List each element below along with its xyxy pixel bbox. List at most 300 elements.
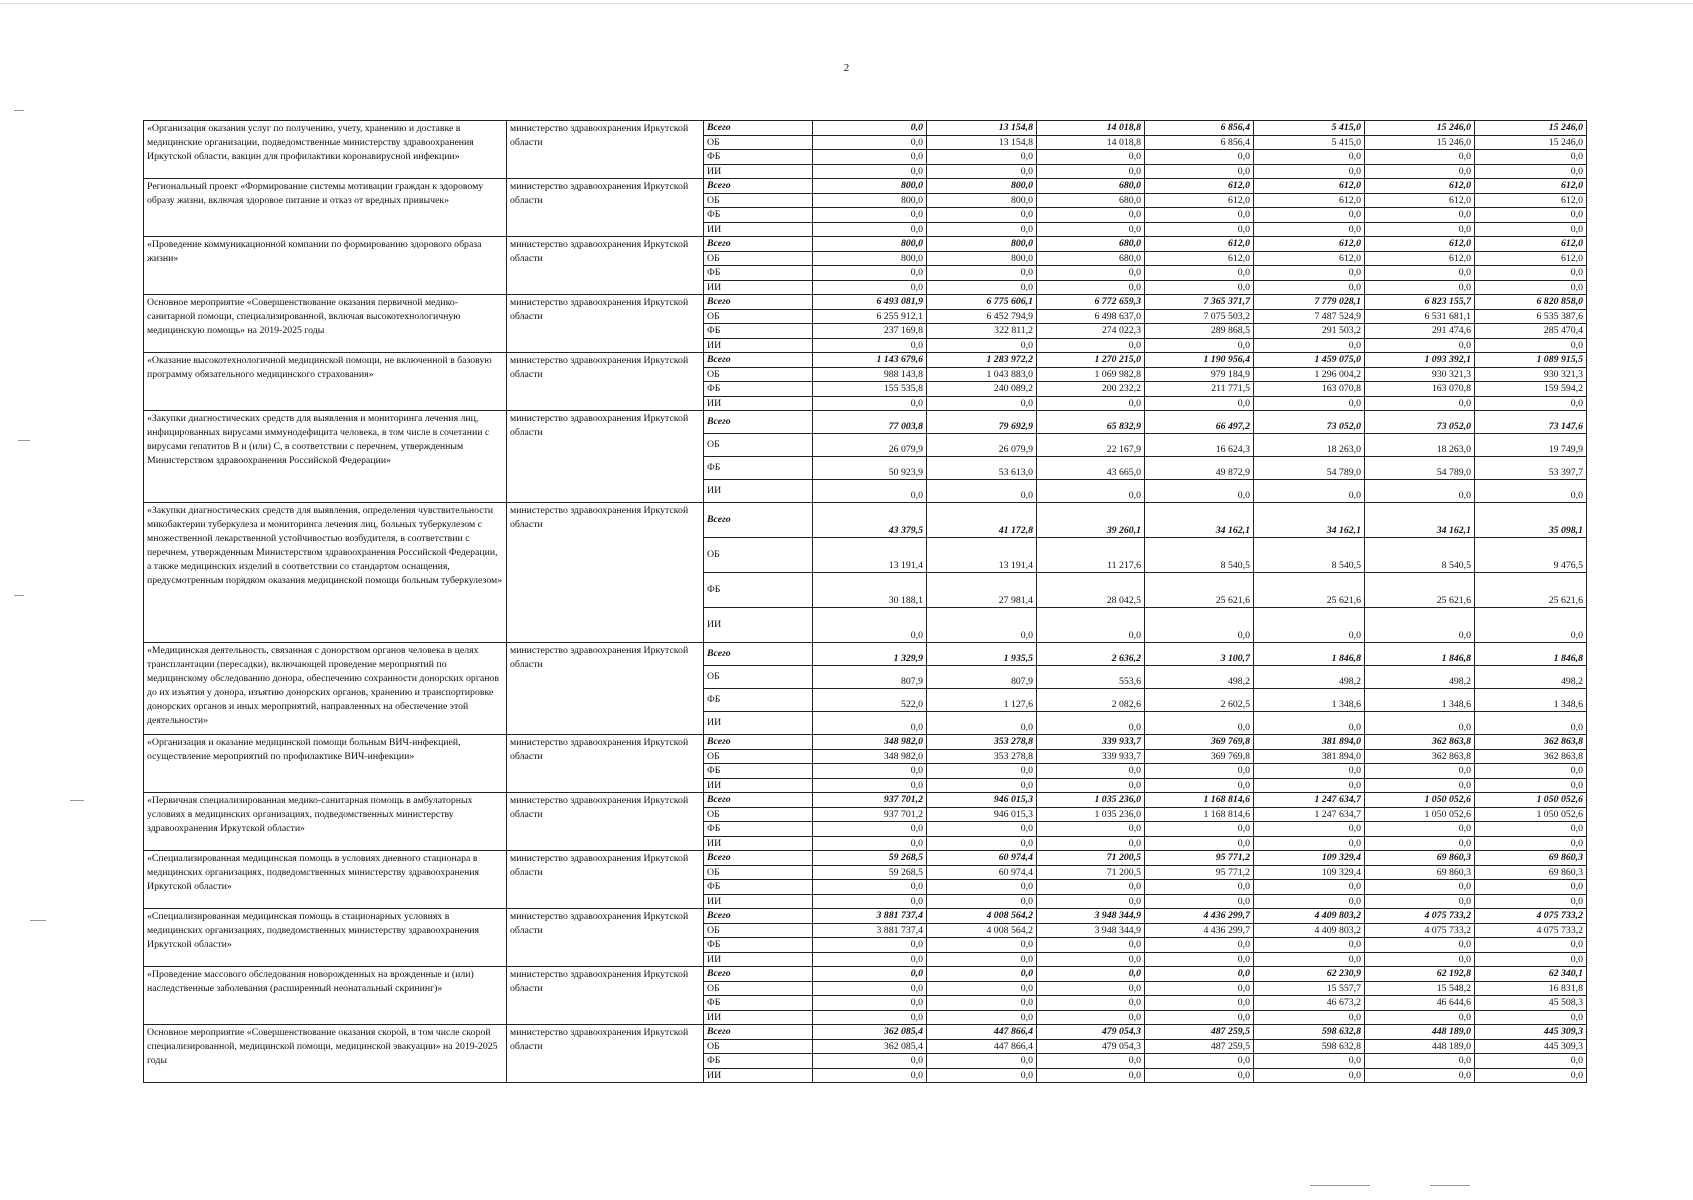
amount-cell: 41 172,8 <box>927 503 1037 538</box>
amount-cell: 612,0 <box>1365 251 1475 266</box>
amount-cell: 0,0 <box>1365 938 1475 953</box>
amount-cell: 612,0 <box>1254 237 1365 252</box>
amount-cell: 4 409 803,2 <box>1254 923 1365 938</box>
amount-cell: 14 018,8 <box>1037 121 1145 136</box>
funding-source: ОБ <box>704 135 813 150</box>
amount-cell: 0,0 <box>1037 480 1145 503</box>
amount-cell: 0,0 <box>1365 338 1475 353</box>
amount-cell: 6 452 794,9 <box>927 309 1037 324</box>
amount-cell: 0,0 <box>927 1010 1037 1025</box>
amount-cell: 0,0 <box>1145 894 1254 909</box>
amount-cell: 0,0 <box>1254 208 1365 223</box>
funding-source: ФБ <box>704 1054 813 1069</box>
amount-cell: 0,0 <box>1145 938 1254 953</box>
amount-cell: 0,0 <box>1365 1068 1475 1083</box>
funding-source: ФБ <box>704 764 813 779</box>
table-row <box>144 851 1587 866</box>
amount-cell: 322 811,2 <box>927 324 1037 339</box>
amount-cell: 0,0 <box>927 981 1037 996</box>
amount-cell: 0,0 <box>1475 880 1587 895</box>
amount-cell: 0,0 <box>813 121 927 136</box>
amount-cell: 0,0 <box>1475 712 1587 735</box>
amount-cell: 0,0 <box>927 822 1037 837</box>
funding-source: Всего <box>704 909 813 924</box>
activity-description: «Оказание высокотехнологичной медицинской помощи, не включенной в базовую программу обязательного медицинского страхования» <box>144 353 507 411</box>
amount-cell: 0,0 <box>1365 608 1475 643</box>
funding-source: ИИ <box>704 396 813 411</box>
amount-cell: 0,0 <box>813 135 927 150</box>
funding-source: ИИ <box>704 894 813 909</box>
table-row <box>144 353 1587 368</box>
amount-cell: 0,0 <box>1475 480 1587 503</box>
amount-cell: 0,0 <box>813 778 927 793</box>
amount-cell: 1 846,8 <box>1475 643 1587 666</box>
amount-cell: 0,0 <box>813 822 927 837</box>
table-row <box>144 643 1587 666</box>
amount-cell: 5 415,0 <box>1254 121 1365 136</box>
amount-cell: 0,0 <box>1365 764 1475 779</box>
amount-cell: 0,0 <box>1475 952 1587 967</box>
amount-cell: 0,0 <box>1254 880 1365 895</box>
responsible-executor: министерство здравоохранения Иркутской области <box>507 1025 704 1083</box>
amount-cell: 0,0 <box>1145 266 1254 281</box>
amount-cell: 1 190 956,4 <box>1145 353 1254 368</box>
amount-cell: 447 866,4 <box>927 1025 1037 1040</box>
amount-cell: 60 974,4 <box>927 865 1037 880</box>
amount-cell: 680,0 <box>1037 179 1145 194</box>
funding-source: ОБ <box>704 865 813 880</box>
amount-cell: 0,0 <box>1145 764 1254 779</box>
responsible-executor: министерство здравоохранения Иркутской области <box>507 353 704 411</box>
funding-source: ОБ <box>704 749 813 764</box>
amount-cell: 15 246,0 <box>1365 135 1475 150</box>
amount-cell: 28 042,5 <box>1037 573 1145 608</box>
funding-source: ИИ <box>704 712 813 735</box>
amount-cell: 1 348,6 <box>1365 689 1475 712</box>
table-row <box>144 1025 1587 1040</box>
amount-cell: 0,0 <box>1254 712 1365 735</box>
amount-cell: 3 948 344,9 <box>1037 923 1145 938</box>
amount-cell: 19 749,9 <box>1475 434 1587 457</box>
amount-cell: 0,0 <box>1254 480 1365 503</box>
amount-cell: 612,0 <box>1254 179 1365 194</box>
amount-cell: 0,0 <box>1145 822 1254 837</box>
amount-cell: 0,0 <box>1365 1054 1475 1069</box>
amount-cell: 447 866,4 <box>927 1039 1037 1054</box>
amount-cell: 0,0 <box>1037 150 1145 165</box>
amount-cell: 1 035 236,0 <box>1037 807 1145 822</box>
amount-cell: 800,0 <box>813 237 927 252</box>
amount-cell: 6 493 081,9 <box>813 295 927 310</box>
funding-source: Всего <box>704 237 813 252</box>
amount-cell: 800,0 <box>813 193 927 208</box>
amount-cell: 0,0 <box>927 712 1037 735</box>
amount-cell: 163 070,8 <box>1254 382 1365 397</box>
amount-cell: 0,0 <box>813 1054 927 1069</box>
amount-cell: 0,0 <box>1254 894 1365 909</box>
funding-source: ИИ <box>704 836 813 851</box>
amount-cell: 34 162,1 <box>1145 503 1254 538</box>
amount-cell: 77 003,8 <box>813 411 927 434</box>
amount-cell: 0,0 <box>813 338 927 353</box>
amount-cell: 0,0 <box>1475 894 1587 909</box>
amount-cell: 612,0 <box>1254 193 1365 208</box>
amount-cell: 27 981,4 <box>927 573 1037 608</box>
amount-cell: 800,0 <box>813 179 927 194</box>
amount-cell: 0,0 <box>1475 396 1587 411</box>
amount-cell: 4 008 564,2 <box>927 909 1037 924</box>
amount-cell: 53 613,0 <box>927 457 1037 480</box>
amount-cell: 612,0 <box>1145 251 1254 266</box>
amount-cell: 1 093 392,1 <box>1365 353 1475 368</box>
amount-cell: 15 246,0 <box>1365 121 1475 136</box>
amount-cell: 0,0 <box>927 952 1037 967</box>
amount-cell: 0,0 <box>1254 836 1365 851</box>
amount-cell: 15 548,2 <box>1365 981 1475 996</box>
amount-cell: 54 789,0 <box>1365 457 1475 480</box>
amount-cell: 0,0 <box>927 967 1037 982</box>
amount-cell: 0,0 <box>813 996 927 1011</box>
responsible-executor: министерство здравоохранения Иркутской области <box>507 411 704 503</box>
activity-description: Основное мероприятие «Совершенствование оказания первичной медико-санитарной помощи, специализированной, включая высокотехнологичную медицинскую помощь» на 2019-2025 годы <box>144 295 507 353</box>
responsible-executor: министерство здравоохранения Иркутской области <box>507 735 704 793</box>
amount-cell: 285 470,4 <box>1475 324 1587 339</box>
funding-source: Всего <box>704 121 813 136</box>
amount-cell: 7 779 028,1 <box>1254 295 1365 310</box>
amount-cell: 0,0 <box>1254 822 1365 837</box>
amount-cell: 0,0 <box>813 266 927 281</box>
amount-cell: 0,0 <box>813 396 927 411</box>
table-row <box>144 735 1587 750</box>
amount-cell: 50 923,9 <box>813 457 927 480</box>
amount-cell: 362 085,4 <box>813 1039 927 1054</box>
amount-cell: 0,0 <box>1475 208 1587 223</box>
amount-cell: 0,0 <box>1145 222 1254 237</box>
amount-cell: 0,0 <box>1145 996 1254 1011</box>
amount-cell: 0,0 <box>813 208 927 223</box>
amount-cell: 353 278,8 <box>927 749 1037 764</box>
funding-source: ФБ <box>704 880 813 895</box>
funding-source: ФБ <box>704 996 813 1011</box>
funding-source: ИИ <box>704 1010 813 1025</box>
amount-cell: 0,0 <box>1145 967 1254 982</box>
amount-cell: 0,0 <box>813 222 927 237</box>
amount-cell: 13 191,4 <box>927 538 1037 573</box>
funding-source: ФБ <box>704 150 813 165</box>
amount-cell: 0,0 <box>1475 764 1587 779</box>
amount-cell: 487 259,5 <box>1145 1039 1254 1054</box>
amount-cell: 612,0 <box>1365 179 1475 194</box>
funding-source: ФБ <box>704 382 813 397</box>
funding-source: ИИ <box>704 1068 813 1083</box>
amount-cell: 0,0 <box>1475 266 1587 281</box>
amount-cell: 0,0 <box>1475 1054 1587 1069</box>
amount-cell: 369 769,8 <box>1145 735 1254 750</box>
amount-cell: 3 100,7 <box>1145 643 1254 666</box>
table-row <box>144 295 1587 310</box>
amount-cell: 0,0 <box>1037 894 1145 909</box>
amount-cell: 0,0 <box>1037 981 1145 996</box>
amount-cell: 1 127,6 <box>927 689 1037 712</box>
amount-cell: 59 268,5 <box>813 865 927 880</box>
amount-cell: 1 283 972,2 <box>927 353 1037 368</box>
amount-cell: 289 868,5 <box>1145 324 1254 339</box>
amount-cell: 4 075 733,2 <box>1475 923 1587 938</box>
amount-cell: 1 846,8 <box>1365 643 1475 666</box>
amount-cell: 0,0 <box>1037 764 1145 779</box>
amount-cell: 6 856,4 <box>1145 135 1254 150</box>
amount-cell: 0,0 <box>927 396 1037 411</box>
amount-cell: 6 856,4 <box>1145 121 1254 136</box>
amount-cell: 0,0 <box>1037 967 1145 982</box>
amount-cell: 0,0 <box>927 164 1037 179</box>
funding-source: Всего <box>704 851 813 866</box>
amount-cell: 25 621,6 <box>1475 573 1587 608</box>
amount-cell: 612,0 <box>1475 251 1587 266</box>
amount-cell: 163 070,8 <box>1365 382 1475 397</box>
amount-cell: 0,0 <box>927 222 1037 237</box>
amount-cell: 2 636,2 <box>1037 643 1145 666</box>
amount-cell: 291 503,2 <box>1254 324 1365 339</box>
funding-source: ИИ <box>704 608 813 643</box>
amount-cell: 7 487 524,9 <box>1254 309 1365 324</box>
amount-cell: 69 860,3 <box>1365 851 1475 866</box>
responsible-executor: министерство здравоохранения Иркутской области <box>507 121 704 179</box>
funding-source: ИИ <box>704 164 813 179</box>
amount-cell: 291 474,6 <box>1365 324 1475 339</box>
amount-cell: 0,0 <box>1254 266 1365 281</box>
amount-cell: 0,0 <box>1037 208 1145 223</box>
amount-cell: 8 540,5 <box>1365 538 1475 573</box>
amount-cell: 8 540,5 <box>1254 538 1365 573</box>
amount-cell: 0,0 <box>927 880 1037 895</box>
amount-cell: 0,0 <box>1365 280 1475 295</box>
amount-cell: 0,0 <box>1145 778 1254 793</box>
amount-cell: 0,0 <box>1037 996 1145 1011</box>
amount-cell: 200 232,2 <box>1037 382 1145 397</box>
amount-cell: 0,0 <box>813 894 927 909</box>
amount-cell: 362 085,4 <box>813 1025 927 1040</box>
amount-cell: 95 771,2 <box>1145 865 1254 880</box>
amount-cell: 0,0 <box>927 1068 1037 1083</box>
amount-cell: 612,0 <box>1365 237 1475 252</box>
amount-cell: 43 665,0 <box>1037 457 1145 480</box>
amount-cell: 0,0 <box>813 1068 927 1083</box>
amount-cell: 6 823 155,7 <box>1365 295 1475 310</box>
amount-cell: 0,0 <box>1254 1010 1365 1025</box>
activity-description: «Медицинская деятельность, связанная с донорством органов человека в целях трансплантации (пересадки), включающей проведение мероприятий по медицинскому обследованию донора, обеспечению сохранности донорских органов до их изъятия у донора, изъятию донорских органов, хранению и транспортировке донорских органов и иных мероприятий, направленных на обеспечение этой деятельности» <box>144 643 507 735</box>
responsible-executor: министерство здравоохранения Иркутской области <box>507 237 704 295</box>
amount-cell: 18 263,0 <box>1365 434 1475 457</box>
funding-source: ОБ <box>704 666 813 689</box>
amount-cell: 34 162,1 <box>1365 503 1475 538</box>
funding-source: Всего <box>704 735 813 750</box>
amount-cell: 69 860,3 <box>1475 865 1587 880</box>
amount-cell: 240 089,2 <box>927 382 1037 397</box>
amount-cell: 0,0 <box>1254 1068 1365 1083</box>
amount-cell: 4 008 564,2 <box>927 923 1037 938</box>
amount-cell: 0,0 <box>1365 712 1475 735</box>
amount-cell: 598 632,8 <box>1254 1039 1365 1054</box>
amount-cell: 1 459 075,0 <box>1254 353 1365 368</box>
amount-cell: 1 089 915,5 <box>1475 353 1587 368</box>
amount-cell: 0,0 <box>813 938 927 953</box>
amount-cell: 0,0 <box>1037 266 1145 281</box>
amount-cell: 362 863,8 <box>1475 749 1587 764</box>
amount-cell: 0,0 <box>1254 338 1365 353</box>
activity-description: «Проведение массового обследования новорожденных на врожденные и (или) наследственные заболевания (расширенный неонатальный скрининг)» <box>144 967 507 1025</box>
amount-cell: 155 535,8 <box>813 382 927 397</box>
amount-cell: 0,0 <box>1145 608 1254 643</box>
amount-cell: 0,0 <box>1254 608 1365 643</box>
amount-cell: 237 169,8 <box>813 324 927 339</box>
amount-cell: 4 436 299,7 <box>1145 923 1254 938</box>
amount-cell: 362 863,8 <box>1365 735 1475 750</box>
amount-cell: 1 035 236,0 <box>1037 793 1145 808</box>
amount-cell: 159 594,2 <box>1475 382 1587 397</box>
amount-cell: 0,0 <box>813 836 927 851</box>
funding-source: ОБ <box>704 981 813 996</box>
responsible-executor: министерство здравоохранения Иркутской области <box>507 179 704 237</box>
amount-cell: 0,0 <box>1145 1054 1254 1069</box>
amount-cell: 3 881 737,4 <box>813 923 927 938</box>
amount-cell: 25 621,6 <box>1145 573 1254 608</box>
amount-cell: 800,0 <box>927 193 1037 208</box>
amount-cell: 109 329,4 <box>1254 851 1365 866</box>
amount-cell: 59 268,5 <box>813 851 927 866</box>
amount-cell: 445 309,3 <box>1475 1039 1587 1054</box>
amount-cell: 0,0 <box>1037 338 1145 353</box>
amount-cell: 0,0 <box>927 338 1037 353</box>
amount-cell: 0,0 <box>1145 480 1254 503</box>
responsible-executor: министерство здравоохранения Иркутской области <box>507 643 704 735</box>
amount-cell: 0,0 <box>927 608 1037 643</box>
amount-cell: 0,0 <box>1254 764 1365 779</box>
amount-cell: 30 188,1 <box>813 573 927 608</box>
funding-source: ФБ <box>704 266 813 281</box>
amount-cell: 339 933,7 <box>1037 749 1145 764</box>
amount-cell: 34 162,1 <box>1254 503 1365 538</box>
amount-cell: 348 982,0 <box>813 735 927 750</box>
amount-cell: 6 498 637,0 <box>1037 309 1145 324</box>
amount-cell: 0,0 <box>1254 952 1365 967</box>
amount-cell: 0,0 <box>1365 480 1475 503</box>
amount-cell: 0,0 <box>1475 338 1587 353</box>
amount-cell: 1 846,8 <box>1254 643 1365 666</box>
funding-source: ОБ <box>704 807 813 822</box>
amount-cell: 6 535 387,6 <box>1475 309 1587 324</box>
amount-cell: 4 409 803,2 <box>1254 909 1365 924</box>
funding-source: ФБ <box>704 457 813 480</box>
amount-cell: 54 789,0 <box>1254 457 1365 480</box>
funding-source: Всего <box>704 967 813 982</box>
amount-cell: 0,0 <box>1037 164 1145 179</box>
amount-cell: 79 692,9 <box>927 411 1037 434</box>
amount-cell: 479 054,3 <box>1037 1039 1145 1054</box>
amount-cell: 612,0 <box>1365 193 1475 208</box>
amount-cell: 62 192,8 <box>1365 967 1475 982</box>
amount-cell: 26 079,9 <box>813 434 927 457</box>
funding-source: Всего <box>704 353 813 368</box>
funding-table <box>143 120 1587 1083</box>
amount-cell: 109 329,4 <box>1254 865 1365 880</box>
amount-cell: 0,0 <box>1365 880 1475 895</box>
amount-cell: 0,0 <box>1037 778 1145 793</box>
amount-cell: 69 860,3 <box>1475 851 1587 866</box>
amount-cell: 946 015,3 <box>927 793 1037 808</box>
table-row <box>144 967 1587 982</box>
amount-cell: 680,0 <box>1037 237 1145 252</box>
amount-cell: 14 018,8 <box>1037 135 1145 150</box>
amount-cell: 65 832,9 <box>1037 411 1145 434</box>
amount-cell: 71 200,5 <box>1037 865 1145 880</box>
amount-cell: 0,0 <box>1145 164 1254 179</box>
amount-cell: 6 772 659,3 <box>1037 295 1145 310</box>
funding-source: ФБ <box>704 822 813 837</box>
amount-cell: 498,2 <box>1475 666 1587 689</box>
amount-cell: 362 863,8 <box>1475 735 1587 750</box>
amount-cell: 16 831,8 <box>1475 981 1587 996</box>
amount-cell: 0,0 <box>1037 1010 1145 1025</box>
funding-source: ИИ <box>704 480 813 503</box>
amount-cell: 807,9 <box>927 666 1037 689</box>
amount-cell: 1 050 052,6 <box>1365 793 1475 808</box>
amount-cell: 0,0 <box>813 1010 927 1025</box>
amount-cell: 0,0 <box>1365 1010 1475 1025</box>
amount-cell: 0,0 <box>1365 164 1475 179</box>
amount-cell: 946 015,3 <box>927 807 1037 822</box>
amount-cell: 0,0 <box>927 208 1037 223</box>
responsible-executor: министерство здравоохранения Иркутской области <box>507 793 704 851</box>
amount-cell: 211 771,5 <box>1145 382 1254 397</box>
amount-cell: 0,0 <box>813 967 927 982</box>
amount-cell: 0,0 <box>1475 1068 1587 1083</box>
amount-cell: 4 075 733,2 <box>1365 923 1475 938</box>
amount-cell: 369 769,8 <box>1145 749 1254 764</box>
amount-cell: 0,0 <box>927 894 1037 909</box>
amount-cell: 0,0 <box>1037 1054 1145 1069</box>
amount-cell: 73 147,6 <box>1475 411 1587 434</box>
amount-cell: 0,0 <box>813 280 927 295</box>
amount-cell: 1 168 814,6 <box>1145 807 1254 822</box>
amount-cell: 73 052,0 <box>1254 411 1365 434</box>
amount-cell: 612,0 <box>1145 237 1254 252</box>
amount-cell: 0,0 <box>927 280 1037 295</box>
amount-cell: 0,0 <box>1145 280 1254 295</box>
amount-cell: 0,0 <box>1145 712 1254 735</box>
amount-cell: 43 379,5 <box>813 503 927 538</box>
amount-cell: 8 540,5 <box>1145 538 1254 573</box>
amount-cell: 612,0 <box>1475 179 1587 194</box>
amount-cell: 0,0 <box>927 938 1037 953</box>
amount-cell: 0,0 <box>1365 266 1475 281</box>
amount-cell: 0,0 <box>927 150 1037 165</box>
amount-cell: 39 260,1 <box>1037 503 1145 538</box>
amount-cell: 522,0 <box>813 689 927 712</box>
amount-cell: 1 247 634,7 <box>1254 793 1365 808</box>
amount-cell: 381 894,0 <box>1254 749 1365 764</box>
amount-cell: 930 321,3 <box>1475 367 1587 382</box>
amount-cell: 0,0 <box>1365 894 1475 909</box>
amount-cell: 0,0 <box>1475 778 1587 793</box>
amount-cell: 0,0 <box>1037 1068 1145 1083</box>
amount-cell: 0,0 <box>1145 880 1254 895</box>
amount-cell: 6 531 681,1 <box>1365 309 1475 324</box>
amount-cell: 0,0 <box>1254 396 1365 411</box>
table-row <box>144 909 1587 924</box>
amount-cell: 0,0 <box>1037 712 1145 735</box>
amount-cell: 0,0 <box>813 764 927 779</box>
